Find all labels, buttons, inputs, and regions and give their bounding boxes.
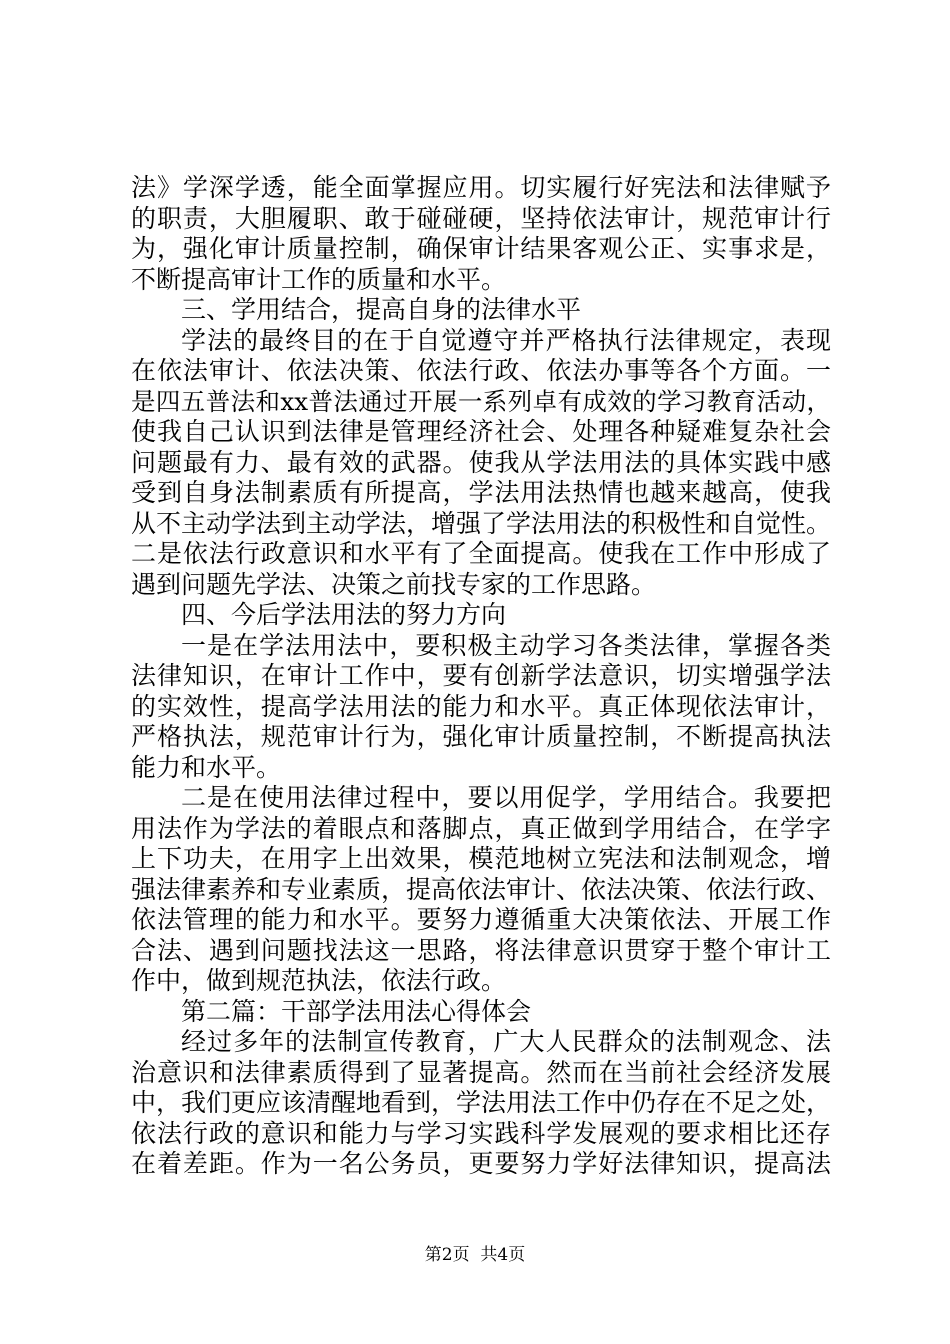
- text-line: 一是在学法用法中，要积极主动学习各类法律，掌握各类: [181, 630, 831, 660]
- section-heading: [131, 295, 831, 326]
- section-heading: [131, 997, 831, 1028]
- body-paragraph: [131, 326, 831, 601]
- text-line: 不断提高审计工作的质量和水平。: [131, 264, 507, 294]
- text-line: 中，我们更应该清醒地看到，学法用法工作中仍存在不足之处，: [131, 1088, 832, 1117]
- text-line: 从不主动学法到主动学法，增强了学法用法的积极性和自觉性。: [131, 508, 832, 538]
- text-line: 二是在使用法律过程中，要以用促学，学用结合。我要把: [181, 783, 831, 812]
- text-line: 的实效性，提高学法用法的能力和水平。真正体现依法审计，: [131, 691, 831, 721]
- text-line: 问题最有力、最有效的武器。使我从学法用法的具体实践中感: [131, 447, 831, 477]
- page-footer: [0, 1244, 950, 1266]
- heading-line: 第二篇：干部学法用法心得体会: [181, 996, 532, 1026]
- text-line: 二是依法行政意识和水平有了全面提高。使我在工作中形成了: [131, 539, 831, 568]
- text-line: 合法、遇到问题找法这一思路，将法律意识贯穿于整个审计工: [131, 935, 831, 965]
- text-line: 依法管理的能力和水平。要努力遵循重大决策依法、开展工作: [131, 905, 831, 934]
- text-line: 是四五普法和xx普法通过开展一系列卓有成效的学习教育活动，: [131, 386, 831, 416]
- text-line: 法》学深学透，能全面掌握应用。切实履行好宪法和法律赋予: [131, 173, 831, 202]
- text-line: 治意识和法律素质得到了显著提高。然而在当前社会经济发展: [131, 1057, 831, 1087]
- text-line: 法律知识，在审计工作中，要有创新学法意识，切实增强学法: [131, 661, 831, 690]
- text-line: 在依法审计、依法决策、依法行政、依法办事等各个方面。一: [131, 356, 831, 385]
- text-line: 学法的最终目的在于自觉遵守并严格执行法律规定，表现: [181, 325, 831, 355]
- text-line: 用法作为学法的着眼点和落脚点，真正做到学用结合，在学字: [131, 813, 831, 843]
- heading-line: 四、今后学法用法的努力方向: [181, 600, 507, 629]
- document-body: [131, 173, 831, 1180]
- text-line: 上下功夫，在用字上出效果，模范地树立宪法和法制观念，增: [131, 844, 831, 873]
- text-line: 遇到问题先学法、决策之前找专家的工作思路。: [131, 569, 657, 599]
- text-line: 严格执法，规范审计行为，强化审计质量控制，不断提高执法: [131, 722, 831, 751]
- body-paragraph: [131, 173, 831, 295]
- text-line: 使我自己认识到法律是管理经济社会、处理各种疑难复杂社会: [131, 417, 831, 446]
- heading-line: 三、学用结合，提高自身的法律水平: [181, 295, 582, 324]
- text-line: 能力和水平。: [131, 752, 282, 782]
- text-line: 为，强化审计质量控制，确保审计结果客观公正、实事求是，: [131, 234, 831, 263]
- text-line: 受到自身法制素质有所提高，学法用法热情也越来越高，使我: [131, 478, 831, 507]
- body-paragraph: [131, 783, 831, 997]
- text-line: 的职责，大胆履职、敢于碰碰硬，坚持依法审计，规范审计行: [131, 203, 831, 233]
- page-number-label: 第2页 共4页: [424, 1245, 526, 1265]
- text-line: 强法律素养和专业素质，提高依法审计、依法决策、依法行政、: [131, 874, 832, 904]
- body-paragraph: [131, 1027, 831, 1180]
- text-line: 作中，做到规范执法，依法行政。: [131, 966, 507, 995]
- body-paragraph: [131, 631, 831, 784]
- text-line: 经过多年的法制宣传教育，广大人民群众的法制观念、法: [181, 1027, 831, 1056]
- section-heading: [131, 600, 831, 631]
- text-line: 在着差距。作为一名公务员，更要努力学好法律知识，提高法: [131, 1149, 831, 1178]
- text-line: 依法行政的意识和能力与学习实践科学发展观的要求相比还存: [131, 1118, 831, 1148]
